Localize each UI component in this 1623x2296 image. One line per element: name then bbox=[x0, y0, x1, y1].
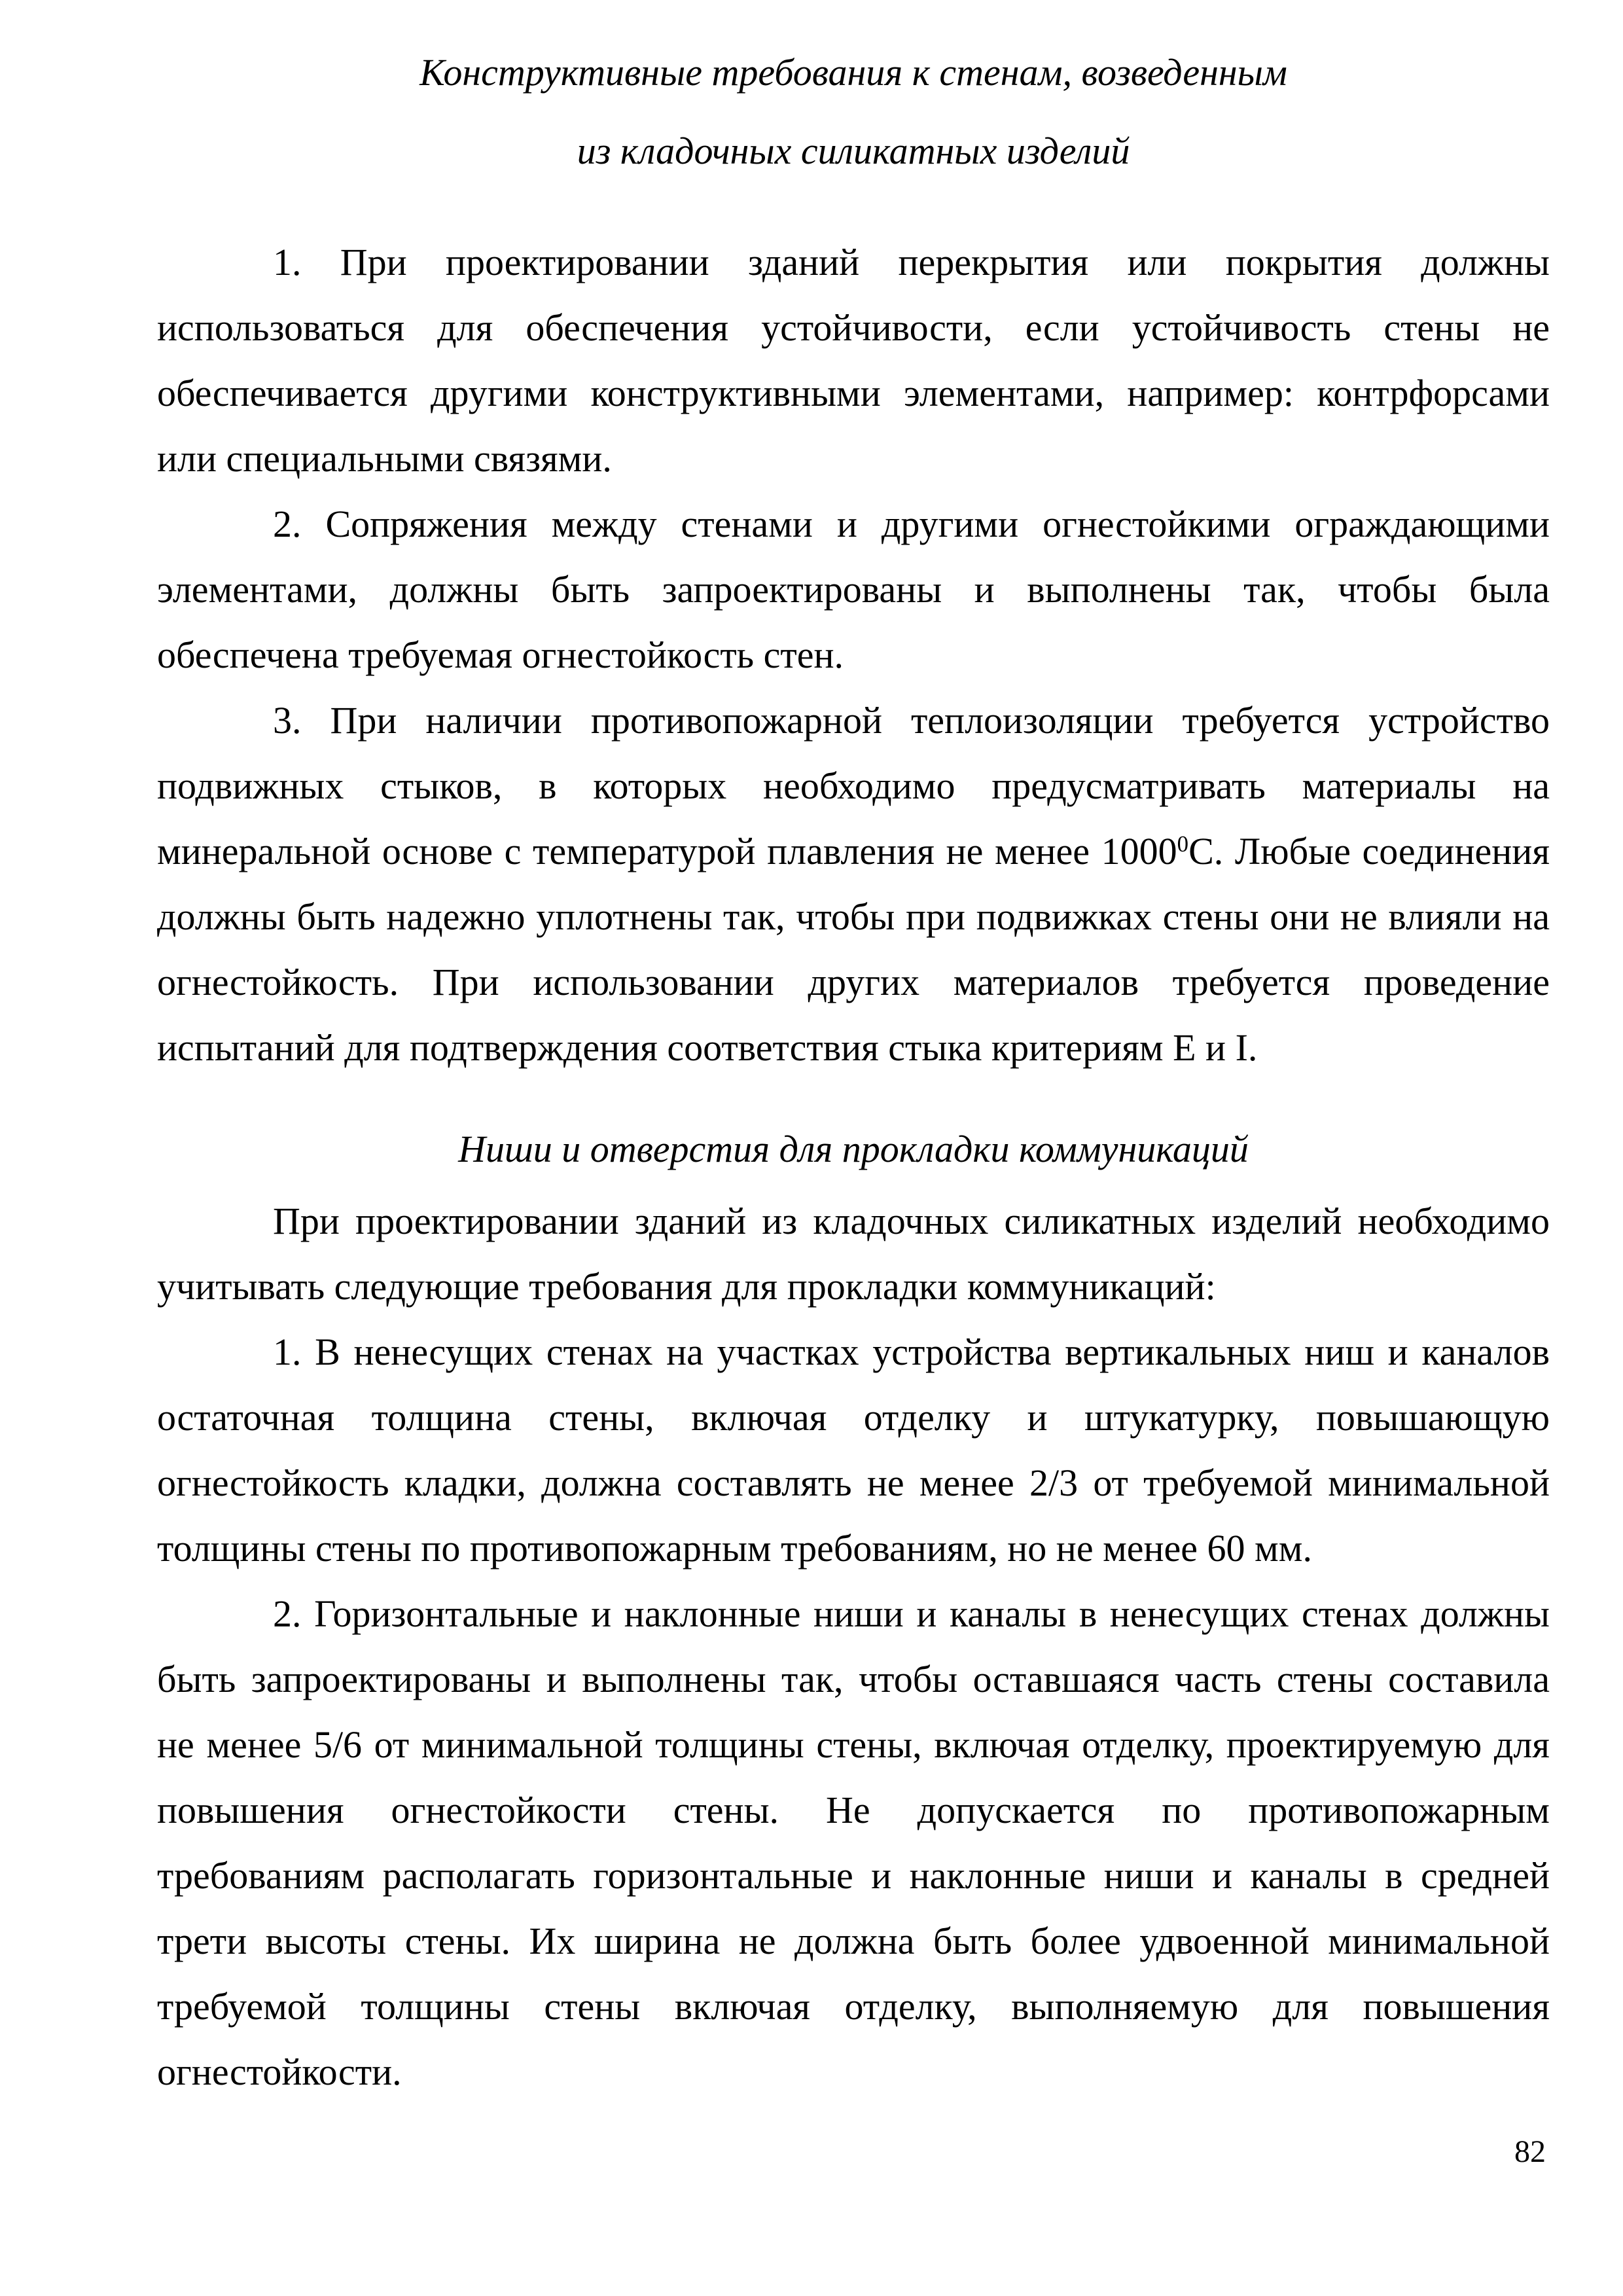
text-line: При проектировании зданий из кладочных силикатных изделий необходимо bbox=[273, 1200, 1550, 1242]
text-line: остаточная толщина стены, включая отделку и штукатурку, повышающую bbox=[157, 1396, 1550, 1439]
text-line: огнестойкости. bbox=[157, 2051, 402, 2093]
section-heading bbox=[157, 33, 1550, 190]
text-line: требуемой толщины стены включая отделку, выполняемую для повышения bbox=[157, 1985, 1550, 2028]
heading-line: Конструктивные требования к стенам, возведенным bbox=[419, 51, 1287, 94]
text-line: 2. Горизонтальные и наклонные ниши и каналы в ненесущих стенах должны bbox=[273, 1592, 1550, 1635]
text-line: 1. В ненесущих стенах на участках устройства вертикальных ниш и каналов bbox=[273, 1331, 1550, 1373]
text-line: обеспечена требуемая огнестойкость стен. bbox=[157, 634, 844, 676]
text-line: требованиям располагать горизонтальные и наклонные ниши и каналы в средней bbox=[157, 1854, 1550, 1897]
text-line: должны быть надежно уплотнены так, чтобы при подвижках стены они не влияли на bbox=[157, 895, 1550, 938]
section-heading bbox=[157, 1110, 1550, 1189]
paragraph bbox=[157, 492, 1550, 688]
paragraph bbox=[157, 1189, 1550, 1319]
page-number: 82 bbox=[1514, 2134, 1546, 2169]
text-line: толщины стены по противопожарным требованиям, но не менее 60 мм. bbox=[157, 1527, 1312, 1570]
text-line: быть запроектированы и выполнены так, чтобы оставшаяся часть стены составила bbox=[157, 1658, 1550, 1700]
text-line: 2. Сопряжения между стенами и другими огнестойкими ограждающими bbox=[273, 503, 1550, 545]
text-line: испытаний для подтверждения соответствия стыка критериям Е и I. bbox=[157, 1026, 1258, 1069]
superscript-degree: 0 bbox=[1177, 831, 1189, 857]
text-line: 1. При проектировании зданий перекрытия или покрытия должны bbox=[273, 241, 1550, 283]
heading-line: из кладочных силикатных изделий bbox=[577, 130, 1130, 172]
text-line: трети высоты стены. Их ширина не должна быть более удвоенной минимальной bbox=[157, 1920, 1550, 1962]
text-line: огнестойкость кладки, должна составлять не менее 2/3 от требуемой минимальной bbox=[157, 1462, 1550, 1504]
heading-line: Ниши и отверстия для прокладки коммуникаций bbox=[458, 1128, 1249, 1170]
text-line: обеспечивается другими конструктивными элементами, например: контрфорсами bbox=[157, 372, 1550, 414]
text-line: учитывать следующие требования для прокладки коммуникаций: bbox=[157, 1265, 1216, 1308]
text-line: подвижных стыков, в которых необходимо предусматривать материалы на bbox=[157, 764, 1550, 807]
paragraph bbox=[157, 1319, 1550, 1581]
text-line: не менее 5/6 от минимальной толщины стены, включая отделку, проектируемую для bbox=[157, 1723, 1550, 1766]
text-line: 3. При наличии противопожарной теплоизоляции требуется устройство bbox=[273, 699, 1550, 742]
document-content bbox=[157, 33, 1550, 2105]
text-line: элементами, должны быть запроектированы и выполнены так, чтобы была bbox=[157, 568, 1550, 611]
text-line: повышения огнестойкости стены. Не допускается по противопожарным bbox=[157, 1789, 1550, 1831]
text-line: огнестойкость. При использовании других материалов требуется проведение bbox=[157, 961, 1550, 1003]
paragraph bbox=[157, 1581, 1550, 2105]
paragraph bbox=[157, 230, 1550, 492]
text-line: или специальными связями. bbox=[157, 437, 612, 480]
text-line: минеральной основе с температурой плавления не менее 1000$^0$С. Любые соединения bbox=[157, 830, 1550, 872]
paragraph bbox=[157, 688, 1550, 1081]
text-line: использоваться для обеспечения устойчивости, если устойчивость стены не bbox=[157, 306, 1550, 349]
